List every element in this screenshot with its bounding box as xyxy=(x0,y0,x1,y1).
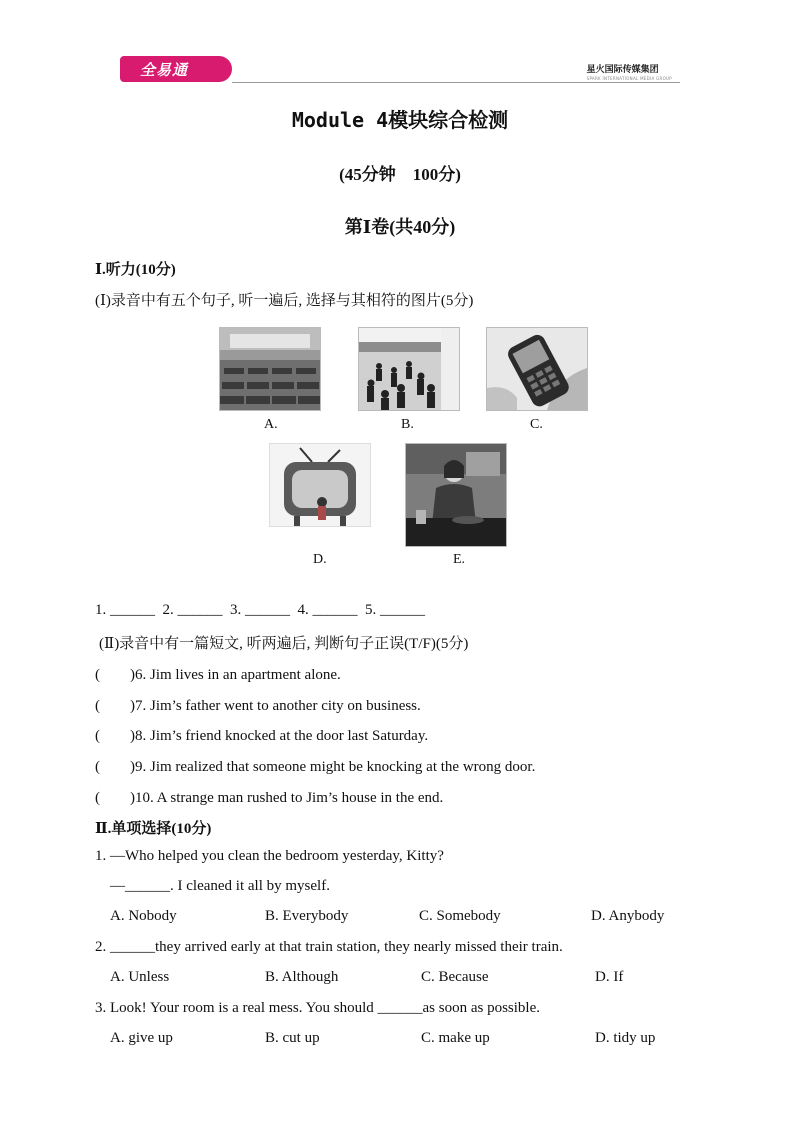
picture-b-crowded-station xyxy=(358,327,460,411)
choice-heading: Ⅱ.单项选择(10分) xyxy=(95,821,212,837)
picture-c-mobile-phone xyxy=(486,327,588,411)
page-title: Module 4模块综合检测 xyxy=(291,108,509,132)
header-divider xyxy=(232,82,680,83)
question-2-option-c: C. Because xyxy=(421,969,489,985)
picture-a-label: A. xyxy=(264,417,278,432)
question-1-stem: 1. —Who helped you clean the bedroom yesterday, Kitty? xyxy=(95,848,444,864)
question-1-option-d: D. Anybody xyxy=(591,908,665,924)
question-3-option-d: D. tidy up xyxy=(595,1030,656,1046)
volume-title: 第Ⅰ卷(共40分) xyxy=(344,217,456,237)
picture-e-label: E. xyxy=(453,552,466,567)
picture-c-label: C. xyxy=(530,417,543,432)
question-2-stem: 2. ______they arrived early at that train station, they nearly missed their train. xyxy=(95,939,563,955)
question-1-option-c: C. Somebody xyxy=(419,908,501,924)
answer-blanks-line: 1. ______ 2. ______ 3. ______ 4. ______ 5. ______ xyxy=(95,602,425,618)
part2-instruction: (Ⅱ)录音中有一篇短文, 听两遍后, 判断句子正误(T/F)(5分) xyxy=(99,636,469,652)
publisher-name xyxy=(587,62,672,81)
question-3-option-c: C. make up xyxy=(421,1030,490,1046)
picture-d-label: D. xyxy=(313,552,327,567)
question-1-option-b: B. Everybody xyxy=(265,908,349,924)
question-1-stem-reply: —______. I cleaned it all by myself. xyxy=(110,878,330,894)
publisher-name-cn: 星火国际传媒集团 xyxy=(586,65,659,75)
question-3-stem: 3. Look! Your room is a real mess. You should ______as soon as possible. xyxy=(95,1000,541,1016)
question-3-option-b: B. cut up xyxy=(265,1030,320,1046)
picture-d-television xyxy=(269,443,371,527)
question-2-option-d: D. If xyxy=(595,969,624,985)
part1-instruction: (Ⅰ)录音中有五个句子, 听一遍后, 选择与其相符的图片(5分) xyxy=(95,293,474,309)
picture-b-label: B. xyxy=(401,417,414,432)
tf-item-10: ( )10. A strange man rushed to Jim’s house in the end. xyxy=(95,790,444,806)
brand-logo-text: 全易通 xyxy=(140,61,189,79)
question-3-option-a: A. give up xyxy=(110,1030,173,1046)
exam-duration-score: (45分钟 100分) xyxy=(339,165,461,184)
question-2-option-b: B. Although xyxy=(265,969,339,985)
question-1-option-a: A. Nobody xyxy=(110,908,177,924)
tf-item-9: ( )9. Jim realized that someone might be knocking at the wrong door. xyxy=(95,759,536,775)
tf-item-6: ( )6. Jim lives in an apartment alone. xyxy=(95,667,341,683)
brand-logo xyxy=(120,56,232,82)
picture-a-conference-hall xyxy=(219,327,321,411)
publisher-name-en: SPARK INTERNATIONAL MEDIA GROUP xyxy=(586,76,672,81)
listening-heading: Ⅰ.听力(10分) xyxy=(95,262,176,278)
picture-e-woman-cooking xyxy=(405,443,507,547)
question-2-option-a: A. Unless xyxy=(110,969,170,985)
tf-item-7: ( )7. Jim’s father went to another city on business. xyxy=(95,698,421,714)
tf-item-8: ( )8. Jim’s friend knocked at the door last Saturday. xyxy=(95,728,429,744)
